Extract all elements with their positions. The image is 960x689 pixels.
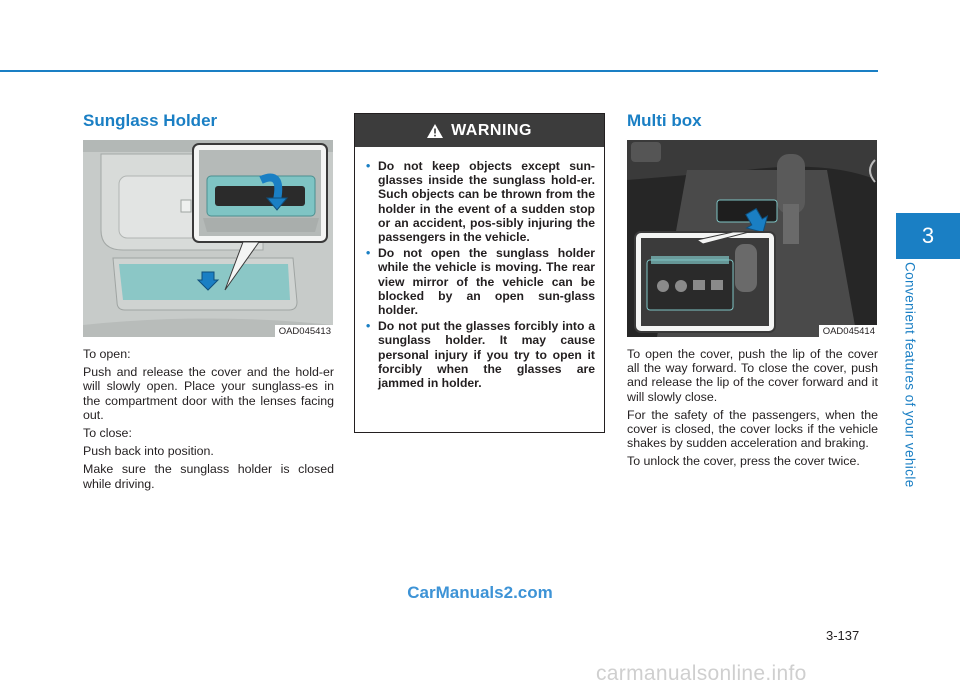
warning-item (366, 246, 595, 317)
sunglass-holder-illustration (83, 140, 333, 337)
multibox-instructions (627, 347, 878, 473)
sunglass-instructions (83, 347, 334, 495)
chapter-tab: 3 (896, 213, 960, 259)
bullet-icon: • (366, 246, 371, 261)
warning-item (366, 319, 595, 390)
bullet-icon: • (366, 319, 371, 334)
warning-title: WARNING (451, 121, 532, 139)
multibox-illustration (627, 140, 877, 337)
paragraph: To unlock the cover, press the cover twice. (627, 454, 860, 469)
top-rule (0, 70, 878, 72)
footer-watermark: carmanualsonline.info (596, 662, 807, 685)
paragraph: To open: (83, 347, 131, 361)
warning-box (354, 113, 605, 433)
figure-code: OAD045413 (275, 325, 333, 337)
sunglass-heading: Sunglass Holder (83, 111, 218, 130)
paragraph: Push and release the cover and the hold-er will slowly open. Place your sunglass-es in the compartment door with the lenses facing out. (83, 365, 334, 422)
warning-item-text: Do not open the sunglass holder while the vehicle is moving. The rear view mirror of the vehicle can be blocked by an open sun-glass holder. (378, 246, 595, 318)
paragraph: To close: (83, 426, 132, 441)
warning-triangle-icon (427, 124, 443, 138)
warning-list (355, 147, 604, 390)
warning-item (366, 159, 595, 244)
warning-item-text: Do not keep objects except sun-glasses inside the sunglass hold-er. Such objects can be thrown from the holder in the event of a sudden stop or an accident, pos-sibly injuring the passengers in the vehicle. (378, 159, 595, 245)
warning-item-text: Do not put the glasses forcibly into a sunglass holder. It may cause personal injury if you try to open it forcibly when the glasses are jammed in holder. (378, 319, 595, 391)
paragraph: For the safety of the passengers, when the cover is closed, the cover locks if the vehicle shakes by sudden acceleration and braking. (627, 407, 878, 451)
sunglass-holder-drawing (83, 140, 333, 337)
warning-header (355, 114, 604, 147)
paragraph: Make sure the sunglass holder is closed while driving. (83, 462, 334, 491)
figure-code: OAD045414 (819, 325, 877, 337)
multibox-heading: Multi box (627, 111, 702, 130)
paragraph: Push back into position. (83, 444, 214, 459)
bullet-icon: • (366, 159, 371, 173)
page-number: 3-137 (826, 628, 860, 643)
chapter-title: Convenient features of your vehicle (902, 262, 918, 488)
paragraph: To open the cover, push the lip of the cover all the way forward. To close the cover, push and release the lip of the cover forward and it will slowly close. (627, 347, 878, 404)
watermark-link[interactable]: CarManuals2.com (407, 583, 553, 602)
multibox-drawing (627, 140, 877, 337)
